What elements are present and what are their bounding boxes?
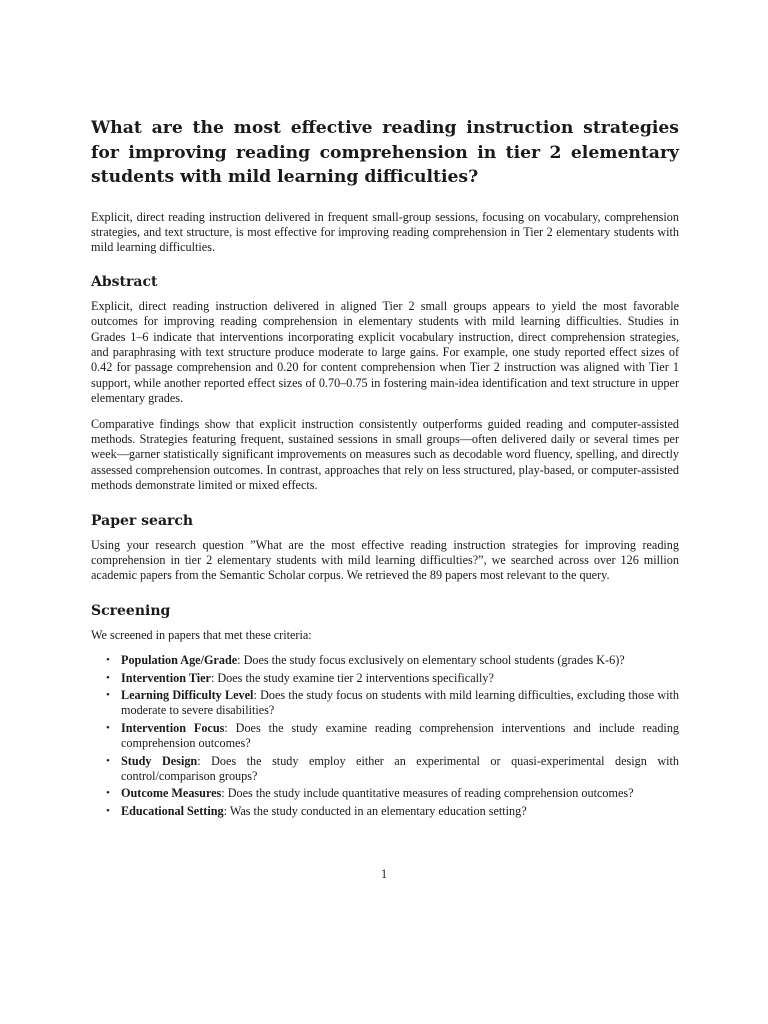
abstract-paragraph-1: Explicit, direct reading instruction delivered in aligned Tier 2 small groups appears to yield the most favorable outcomes for improving reading comprehension in elementary students with mild learning difficulties. Studies in Grades 1–6 indicate that interventions incorporating explicit vocabulary instruction, direct comprehension strategies, and paraphrasing with text structure produce moderate to large gains. For example, one study reported effect sizes of 0.42 for passage comprehension and 0.20 for content comprehension when Tier 2 instruction was aligned with Tier 1 support, while another reported effect sizes of 0.70–0.75 in fostering main-idea identification and text structure in upper elementary grades. (91, 298, 679, 406)
criterion-name: Learning Difficulty Level (121, 688, 254, 703)
bullet-icon: • (106, 721, 110, 734)
criterion-text: : Was the study conducted in an elementary education setting? (223, 803, 527, 818)
criterion-study-design (106, 753, 679, 785)
paper-search-heading: Paper search (91, 512, 194, 529)
criterion-outcome-measures (106, 786, 679, 801)
criterion-text: : Does the study employ either an experimental or quasi-experimental design with control/comparison groups? (121, 753, 679, 784)
abstract-paragraph-2: Comparative findings show that explicit instruction consistently outperforms guided reading and computer-assisted methods. Strategies featuring frequent, sustained sessions in small groups—often delivered daily or several times per week—garner statistically significant improvements on measures such as decodable word fluency, spelling, and directly assessed comprehension outcomes. In contrast, approaches that rely on less structured, play-based, or computer-assisted methods demonstrate limited or mixed effects. (91, 416, 679, 493)
abstract-heading: Abstract (91, 273, 158, 290)
criterion-name: Outcome Measures (121, 786, 222, 801)
bullet-icon: • (106, 689, 110, 702)
criterion-text: : Does the study include quantitative measures of reading comprehension outcomes? (221, 786, 634, 801)
criterion-text: : Does the study focus on students with mild learning difficulties, excluding those with moderate to severe disabilities? (121, 688, 680, 718)
bullet-icon: • (106, 754, 110, 767)
screening-heading: Screening (91, 602, 171, 619)
bullet-icon: • (106, 787, 110, 800)
criterion-name: Intervention Tier (121, 670, 211, 685)
criterion-population-age-grade (106, 653, 679, 668)
summary-paragraph: Explicit, direct reading instruction delivered in frequent small-group sessions, focusing on vocabulary, comprehension strategies, and text structure, is most effective for improving reading comprehension in Tier 2 elementary students with mild learning difficulties. (91, 209, 679, 255)
criterion-text: : Does the study focus exclusively on elementary school students (grades K-6)? (237, 653, 625, 668)
criterion-name: Intervention Focus (121, 720, 225, 735)
criterion-learning-difficulty-level (106, 688, 680, 719)
criterion-name: Educational Setting (121, 803, 224, 818)
bullet-icon: • (106, 804, 110, 817)
paper-page (91, 116, 679, 819)
criterion-name: Study Design (121, 753, 198, 768)
criterion-intervention-focus (106, 720, 680, 752)
criterion-name: Population Age/Grade (121, 653, 238, 668)
page-number: 1 (380, 867, 388, 881)
criterion-intervention-tier (106, 670, 679, 686)
bullet-icon: • (106, 654, 110, 667)
criterion-text: : Does the study examine tier 2 interventions specifically? (210, 670, 494, 685)
bullet-icon: • (106, 671, 110, 684)
criterion-text: : Does the study examine reading comprehension interventions and include reading comprehension outcomes? (121, 720, 680, 751)
screening-intro: We screened in papers that met these criteria: (91, 627, 312, 642)
criterion-educational-setting (106, 803, 679, 819)
paper-search-paragraph: Using your research question ”What are the most effective reading instruction strategies for improving reading comprehension in tier 2 elementary students with mild learning difficulties?”, we searched across over 126 million academic papers from the Semantic Scholar corpus. We retrieved the 89 papers most relevant to the query. (91, 537, 679, 583)
criteria-list (91, 653, 679, 819)
paper-title: What are the most effective reading instruction strategies for improving reading comprehension in tier 2 elementary students with mild learning difficulties? (91, 118, 679, 187)
